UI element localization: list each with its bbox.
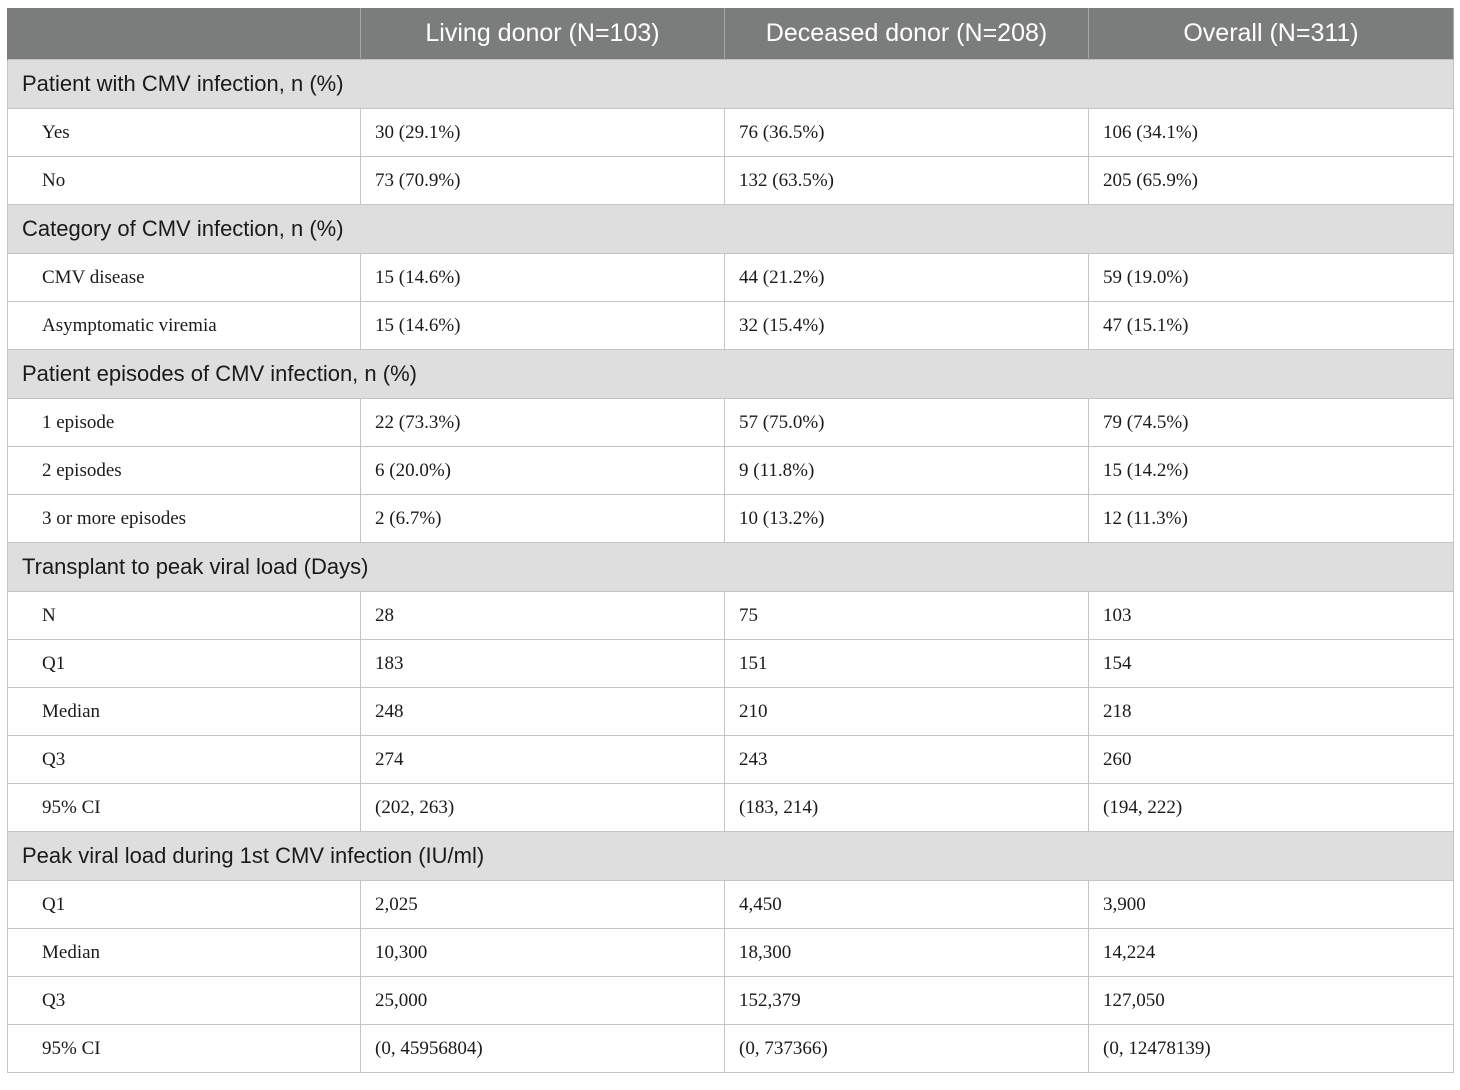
table-row	[8, 688, 1454, 736]
row-label: Q3	[8, 736, 361, 784]
cell-living: (0, 45956804)	[361, 1025, 725, 1073]
table-row	[8, 592, 1454, 640]
section-row	[8, 60, 1454, 109]
table-row	[8, 399, 1454, 447]
cell-overall: 260	[1089, 736, 1454, 784]
table-row	[8, 157, 1454, 205]
cell-deceased: 132 (63.5%)	[725, 157, 1089, 205]
cell-overall: 218	[1089, 688, 1454, 736]
cell-overall: 14,224	[1089, 929, 1454, 977]
section-title: Peak viral load during 1st CMV infection (IU/ml)	[8, 832, 1454, 881]
section-row	[8, 543, 1454, 592]
cell-deceased: 10 (13.2%)	[725, 495, 1089, 543]
row-label: 1 episode	[8, 399, 361, 447]
cell-deceased: 243	[725, 736, 1089, 784]
table-row	[8, 495, 1454, 543]
table-row	[8, 1025, 1454, 1073]
cell-overall: 103	[1089, 592, 1454, 640]
cell-living: 73 (70.9%)	[361, 157, 725, 205]
header-deceased-donor: Deceased donor (N=208)	[725, 8, 1089, 60]
table-row	[8, 736, 1454, 784]
cell-living: 15 (14.6%)	[361, 302, 725, 350]
section-title: Patient episodes of CMV infection, n (%)	[8, 350, 1454, 399]
cell-overall: 15 (14.2%)	[1089, 447, 1454, 495]
cell-overall: 127,050	[1089, 977, 1454, 1025]
table-row	[8, 447, 1454, 495]
row-label: Median	[8, 929, 361, 977]
cell-deceased: 57 (75.0%)	[725, 399, 1089, 447]
row-label: 2 episodes	[8, 447, 361, 495]
row-label: CMV disease	[8, 254, 361, 302]
cell-overall: 106 (34.1%)	[1089, 109, 1454, 157]
table-row	[8, 109, 1454, 157]
cell-deceased: 18,300	[725, 929, 1089, 977]
cell-deceased: (183, 214)	[725, 784, 1089, 832]
table-row	[8, 929, 1454, 977]
cell-living: 30 (29.1%)	[361, 109, 725, 157]
table-row	[8, 254, 1454, 302]
header-overall: Overall (N=311)	[1089, 8, 1454, 60]
row-label: No	[8, 157, 361, 205]
cell-overall: 47 (15.1%)	[1089, 302, 1454, 350]
cell-living: (202, 263)	[361, 784, 725, 832]
table-row	[8, 977, 1454, 1025]
cell-deceased: 75	[725, 592, 1089, 640]
cell-overall: 79 (74.5%)	[1089, 399, 1454, 447]
section-row	[8, 205, 1454, 254]
row-label: 3 or more episodes	[8, 495, 361, 543]
cell-living: 22 (73.3%)	[361, 399, 725, 447]
section-title: Patient with CMV infection, n (%)	[8, 60, 1454, 109]
cell-deceased: 32 (15.4%)	[725, 302, 1089, 350]
cell-living: 10,300	[361, 929, 725, 977]
cell-deceased: (0, 737366)	[725, 1025, 1089, 1073]
cell-living: 183	[361, 640, 725, 688]
cell-living: 2 (6.7%)	[361, 495, 725, 543]
cell-deceased: 9 (11.8%)	[725, 447, 1089, 495]
cmv-infection-table	[7, 8, 1454, 1073]
cell-deceased: 151	[725, 640, 1089, 688]
cell-deceased: 44 (21.2%)	[725, 254, 1089, 302]
table-container	[7, 8, 1453, 1073]
cell-overall: 59 (19.0%)	[1089, 254, 1454, 302]
row-label: Asymptomatic viremia	[8, 302, 361, 350]
cell-living: 6 (20.0%)	[361, 447, 725, 495]
cell-overall: 205 (65.9%)	[1089, 157, 1454, 205]
section-row	[8, 832, 1454, 881]
table-row	[8, 302, 1454, 350]
cell-living: 15 (14.6%)	[361, 254, 725, 302]
header-row	[8, 8, 1454, 60]
cell-deceased: 76 (36.5%)	[725, 109, 1089, 157]
cell-living: 28	[361, 592, 725, 640]
cell-overall: 12 (11.3%)	[1089, 495, 1454, 543]
row-label: Q3	[8, 977, 361, 1025]
cell-deceased: 152,379	[725, 977, 1089, 1025]
cell-overall: 154	[1089, 640, 1454, 688]
row-label: Q1	[8, 881, 361, 929]
header-blank	[8, 8, 361, 60]
table-row	[8, 784, 1454, 832]
section-title: Transplant to peak viral load (Days)	[8, 543, 1454, 592]
table-row	[8, 881, 1454, 929]
cell-overall: (0, 12478139)	[1089, 1025, 1454, 1073]
cell-overall: 3,900	[1089, 881, 1454, 929]
row-label: Q1	[8, 640, 361, 688]
row-label: N	[8, 592, 361, 640]
row-label: 95% CI	[8, 784, 361, 832]
cell-deceased: 210	[725, 688, 1089, 736]
cell-living: 248	[361, 688, 725, 736]
cell-living: 25,000	[361, 977, 725, 1025]
row-label: Median	[8, 688, 361, 736]
table-row	[8, 640, 1454, 688]
header-living-donor: Living donor (N=103)	[361, 8, 725, 60]
cell-deceased: 4,450	[725, 881, 1089, 929]
cell-living: 274	[361, 736, 725, 784]
row-label: Yes	[8, 109, 361, 157]
cell-living: 2,025	[361, 881, 725, 929]
row-label: 95% CI	[8, 1025, 361, 1073]
section-title: Category of CMV infection, n (%)	[8, 205, 1454, 254]
section-row	[8, 350, 1454, 399]
cell-overall: (194, 222)	[1089, 784, 1454, 832]
